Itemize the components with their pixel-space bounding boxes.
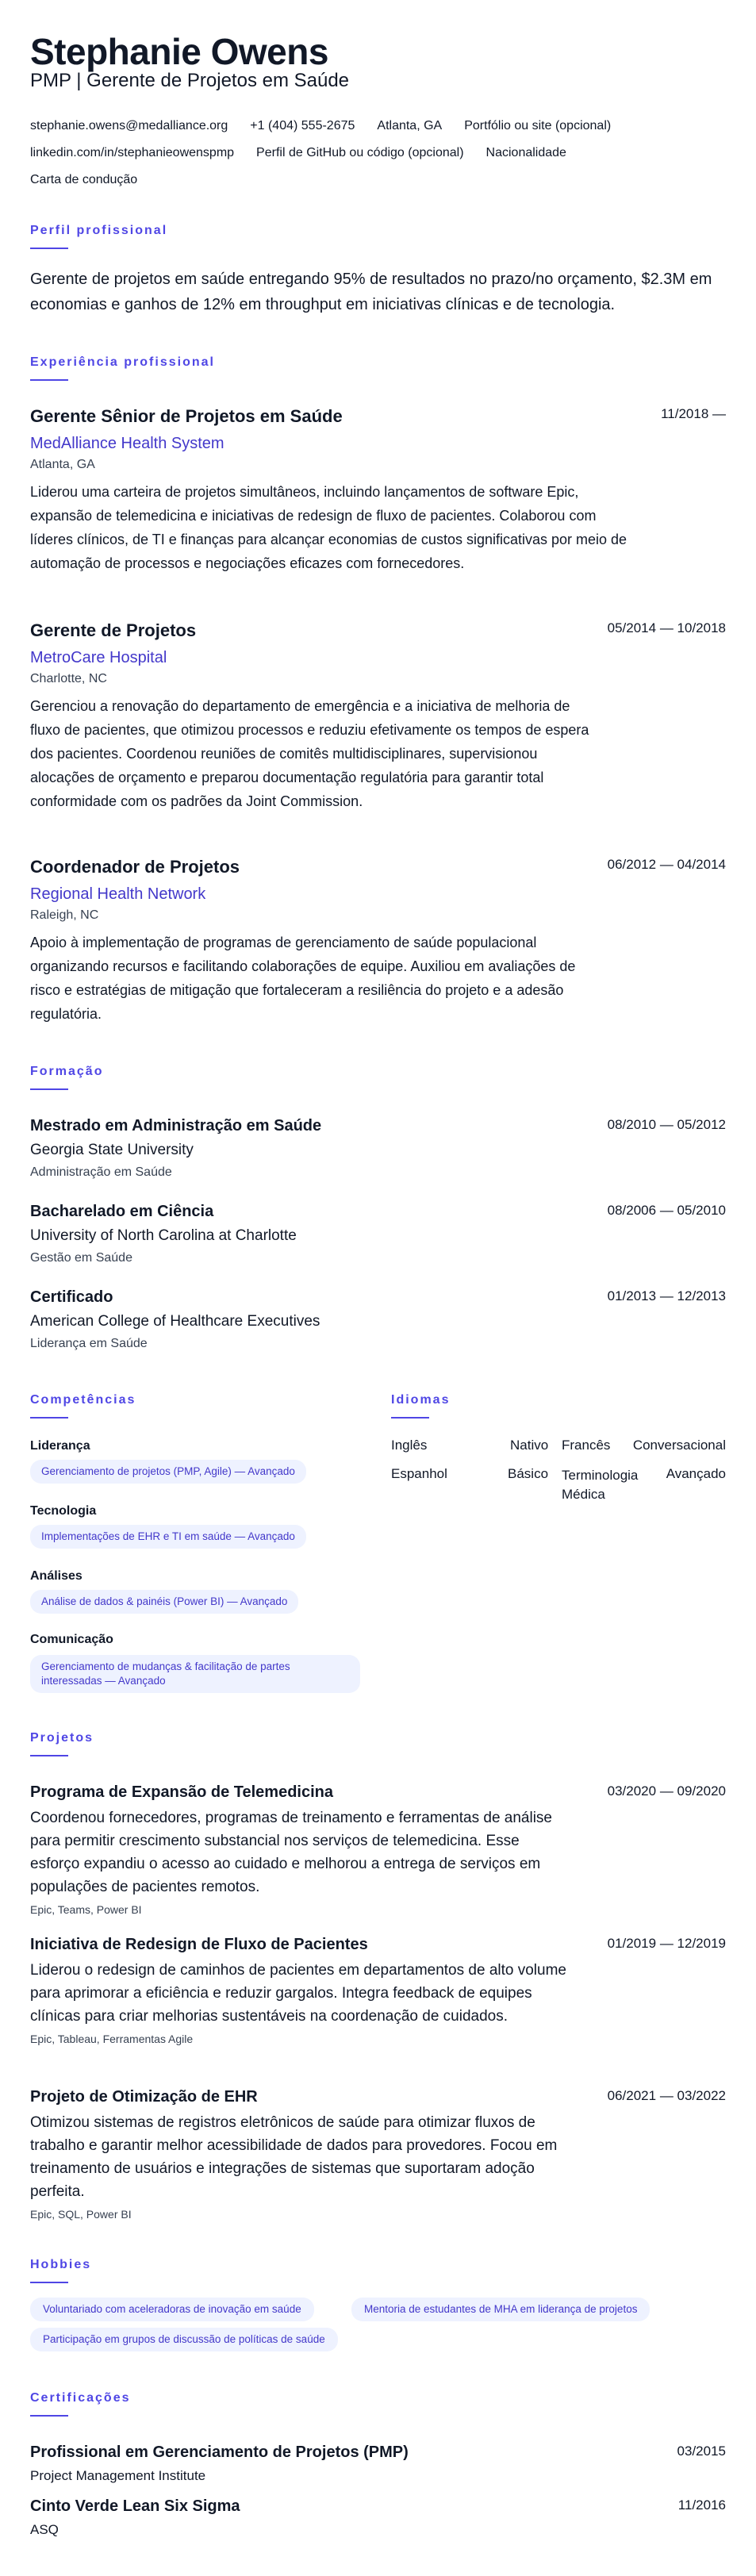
school-name: University of North Carolina at Charlotte [30, 1227, 297, 1244]
skill-category: Tecnologia [30, 1504, 97, 1518]
job-dates: 11/2018 — [661, 406, 726, 421]
language-level: Básico [508, 1466, 549, 1481]
language-level: Avançado [666, 1466, 726, 1481]
job-description: Liderou uma carteira de projetos simultâneos, incluindo lançamentos de software Epic, expansão de telemedicina e iniciativas de redesign de fluxo de pacientes. Colaborou com líderes clínicos, de TI e finanças para alcançar economias de custos significativas por meio de automação de processos e negociações eficazes com fornecedores. [30, 484, 627, 571]
education-item [30, 1203, 726, 1265]
project-name: Iniciativa de Redesign de Fluxo de Pacientes [30, 1936, 368, 1953]
school-name: American College of Healthcare Executives [30, 1313, 320, 1330]
experience-item [30, 857, 726, 1026]
project-description: Liderou o redesign de caminhos de pacientes em departamentos de alto volume para aprimorar a eficiência e reduzir gargalos. Integra feedback de equipes clínicas para criar melhorias sustentáveis na coordenação de cuidados. [30, 1962, 566, 2025]
section-title-education: Formação [30, 1065, 104, 1078]
degree-title: Certificado [30, 1288, 113, 1306]
project-name: Programa de Expansão de Telemedicina [30, 1783, 333, 1801]
skill-pill-line: Gerenciamento de mudanças & facilitação de partes [41, 1660, 290, 1672]
language-name: Francês [562, 1438, 611, 1453]
project-item [30, 1936, 726, 2045]
job-description: Gerenciou a renovação do departamento de emergência e a iniciativa de melhoria de fluxo de pacientes, que otimizou processos e reduziu efetivamente os tempos de espera dos pacientes. Coordenou reuniões de comitês multidisciplinares, supervisionou alocações de orçamento e preparou documentação regulatória para garantir total conformidade com os padrões da Joint Commission. [30, 698, 589, 809]
education-item [30, 1117, 726, 1180]
project-tech: Epic, Tableau, Ferramentas Agile [30, 2033, 194, 2045]
skill-pill: Gerenciamento de projetos (PMP, Agile) — Avançado [30, 1460, 306, 1484]
section-title-skills: Competências [30, 1393, 136, 1407]
headline: PMP | Gerente de Projetos em Saúde [30, 70, 350, 91]
language-row [391, 1466, 726, 1506]
job-description: Apoio à implementação de programas de gerenciamento de saúde populacional organizando recursos e facilitando colaborações de equipe. Auxiliou em avaliações de risco e estratégias de mitigação que fortaleceram a resiliência do projeto e a adesão regulatória. [30, 935, 576, 1022]
section-rule [30, 1417, 68, 1419]
section-title-summary: Perfil profissional [30, 224, 168, 237]
education-dates: 08/2006 — 05/2010 [607, 1203, 726, 1218]
degree-title: Mestrado em Administração em Saúde [30, 1117, 322, 1134]
skill-category: Liderança [30, 1439, 90, 1453]
degree-title: Bacharelado em Ciência [30, 1203, 214, 1220]
skill-category: Análises [30, 1569, 83, 1583]
project-dates: 01/2019 — 12/2019 [607, 1936, 726, 1951]
school-name: Georgia State University [30, 1142, 194, 1158]
project-item [30, 2088, 726, 2221]
experience-item [30, 406, 726, 575]
contact-email[interactable]: stephanie.owens@medalliance.org [30, 119, 228, 132]
experience-item [30, 620, 726, 813]
section-rule [30, 2282, 68, 2283]
contact-nationality: Nacionalidade [485, 146, 566, 159]
education-dates: 01/2013 — 12/2013 [607, 1288, 726, 1303]
education-item [30, 1288, 726, 1351]
job-title: Gerente Sênior de Projetos em Saúde [30, 406, 343, 426]
section-title-experience: Experiência profissional [30, 355, 215, 369]
contact-portfolio[interactable]: Portfólio ou site (opcional) [464, 119, 612, 132]
hobby-pill: Voluntariado com aceleradoras de inovação em saúde [30, 2298, 314, 2321]
section-rule [30, 379, 68, 381]
skill-pill [30, 1655, 360, 1693]
contact-list [30, 113, 728, 194]
contact-github[interactable]: Perfil de GitHub ou código (opcional) [256, 146, 464, 159]
certification-issuer: Project Management Institute [30, 2468, 206, 2483]
certification-date: 11/2016 [677, 2497, 726, 2513]
hobby-pill: Mentoria de estudantes de MHA em liderança de projetos [351, 2298, 650, 2321]
section-title-hobbies: Hobbies [30, 2258, 92, 2271]
contact-location: Atlanta, GA [377, 119, 443, 132]
company-name: MetroCare Hospital [30, 649, 167, 666]
language-row [391, 1438, 726, 1457]
project-item [30, 1783, 726, 1916]
language-name: Inglês [391, 1438, 428, 1453]
section-rule [30, 248, 68, 249]
contact-phone[interactable]: +1 (404) 555-2675 [250, 119, 355, 132]
project-description: Coordenou fornecedores, programas de treinamento e ferramentas de análise para permitir crescimento substancial nos serviços de telemedicina. Esse esforço expandiu o acesso ao cuidado e melhorou a entrega de serviços em populações de pacientes remotos. [30, 1810, 552, 1895]
job-title: Coordenador de Projetos [30, 857, 240, 877]
project-tech: Epic, Teams, Power BI [30, 1903, 142, 1916]
section-rule [30, 1088, 68, 1090]
section-title-projects: Projetos [30, 1731, 94, 1745]
section-title-languages: Idiomas [391, 1393, 451, 1407]
company-name: Regional Health Network [30, 885, 206, 903]
section-rule [30, 2415, 68, 2417]
certification-date: 03/2015 [677, 2444, 726, 2459]
contact-license: Carta de condução [30, 173, 138, 186]
language-level: Conversacional [632, 1438, 726, 1453]
job-location: Atlanta, GA [30, 458, 95, 471]
language-name-line: Médica [562, 1487, 605, 1502]
education-dates: 08/2010 — 05/2012 [607, 1117, 726, 1132]
company-name: MedAlliance Health System [30, 435, 224, 452]
skill-pill: Análise de dados & painéis (Power BI) — Avançado [30, 1590, 298, 1614]
certification-issuer: ASQ [30, 2522, 59, 2537]
project-description: Otimizou sistemas de registros eletrônicos de saúde para otimizar fluxos de trabalho e garantir melhor acessibilidade de dados para provedores. Focou em treinamento de usuários e integrações de sistemas que suportaram adoção perfeita. [30, 2114, 558, 2200]
certification-item [30, 2497, 726, 2538]
candidate-name: Stephanie Owens [30, 31, 328, 72]
summary-text: Gerente de projetos em saúde entregando 95% de resultados no prazo/no orçamento, $2.3M em economias e ganhos de 12% em throughput em iniciativas clínicas e de tecnologia. [30, 271, 712, 313]
section-title-certifications: Certificações [30, 2391, 131, 2405]
field-of-study: Administração em Saúde [30, 1165, 172, 1179]
certification-name: Profissional em Gerenciamento de Projetos (PMP) [30, 2444, 409, 2461]
language-name-line: Terminologia [562, 1468, 639, 1483]
certification-item [30, 2444, 726, 2484]
job-dates: 06/2012 — 04/2014 [607, 857, 726, 872]
project-name: Projeto de Otimização de EHR [30, 2088, 258, 2106]
job-location: Charlotte, NC [30, 672, 107, 685]
project-dates: 03/2020 — 09/2020 [607, 1783, 726, 1799]
project-tech: Epic, SQL, Power BI [30, 2208, 132, 2221]
certification-name: Cinto Verde Lean Six Sigma [30, 2497, 240, 2515]
job-location: Raleigh, NC [30, 908, 99, 922]
job-dates: 05/2014 — 10/2018 [607, 620, 726, 635]
job-title: Gerente de Projetos [30, 620, 197, 640]
field-of-study: Liderança em Saúde [30, 1337, 148, 1350]
hobby-pill: Participação em grupos de discussão de políticas de saúde [30, 2328, 338, 2351]
language-name: Espanhol [391, 1466, 447, 1481]
contact-linkedin[interactable]: linkedin.com/in/stephanieowenspmp [30, 146, 235, 159]
language-name [562, 1466, 638, 1504]
skill-category: Comunicação [30, 1633, 113, 1646]
language-level: Nativo [510, 1438, 549, 1453]
project-dates: 06/2021 — 03/2022 [607, 2088, 726, 2103]
section-rule [30, 1755, 68, 1756]
skill-pill-line: interessadas — Avançado [41, 1675, 166, 1687]
section-rule [391, 1417, 429, 1419]
field-of-study: Gestão em Saúde [30, 1251, 132, 1265]
skill-pill: Implementações de EHR e TI em saúde — Avançado [30, 1525, 306, 1549]
